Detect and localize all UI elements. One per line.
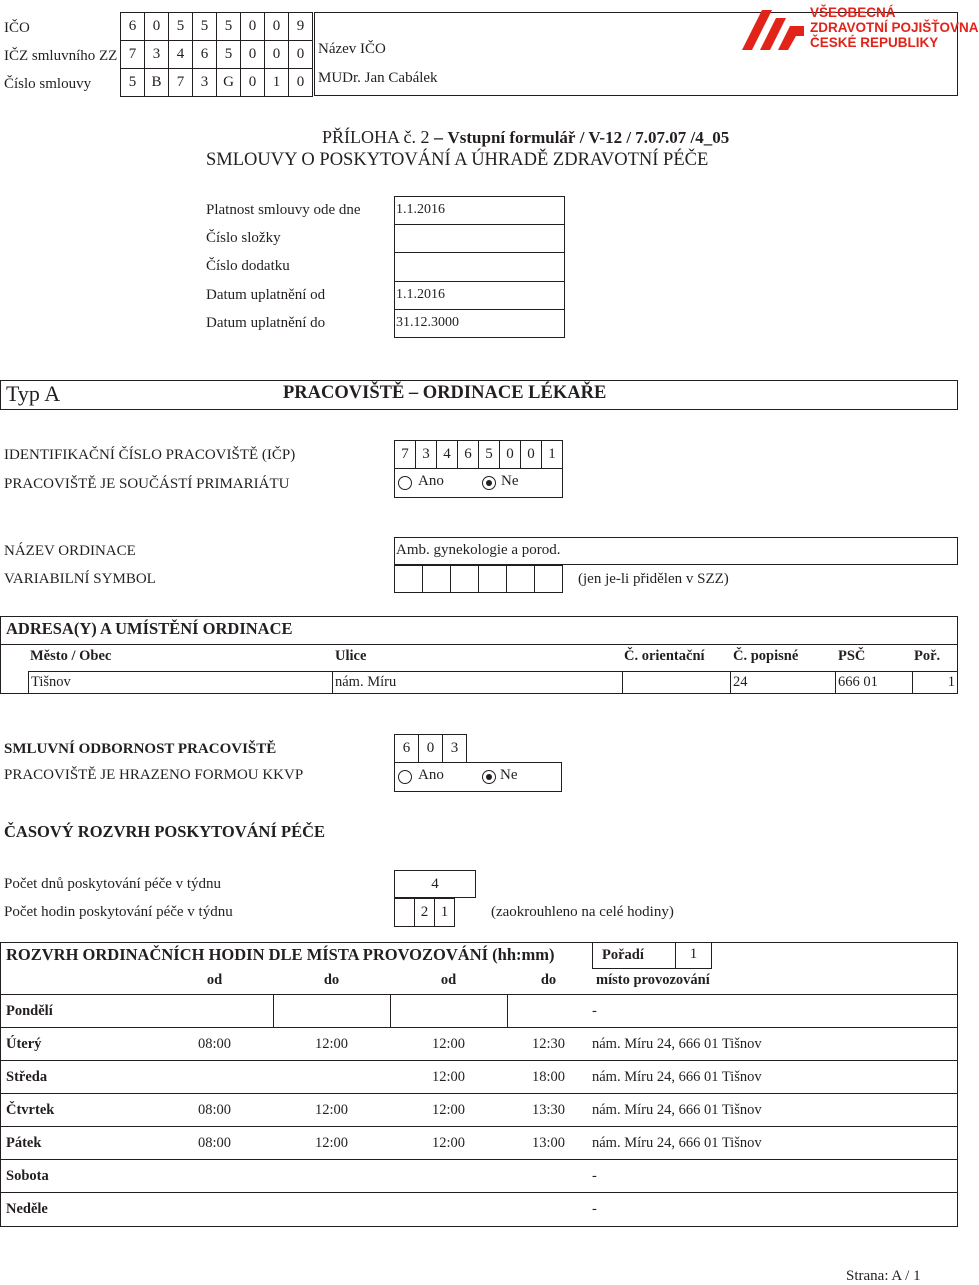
schedule-title: ROZVRH ORDINAČNÍCH HODIN DLE MÍSTA PROVOZOVÁNÍ (hh:mm) — [6, 945, 555, 964]
adresa-col-line — [28, 671, 29, 694]
schedule-day: Pondělí — [6, 1003, 53, 1019]
schedule-col-line — [390, 994, 391, 1027]
schedule-line — [0, 1192, 958, 1193]
schedule-misto: nám. Míru 24, 666 01 Tišnov — [592, 1135, 762, 1151]
schedule-misto: nám. Míru 24, 666 01 Tišnov — [592, 1102, 762, 1118]
title-line-1: PŘÍLOHA č. 2 – Vstupní formulář / V-12 / 7.07.07 /4_05 — [322, 127, 730, 147]
icp-digit-cell: 6 — [457, 440, 479, 469]
nazev-ico-value: MUDr. Jan Cabálek — [318, 70, 438, 86]
nazev-ordinace-value: Amb. gynekologie a porod. — [396, 542, 561, 558]
logo-line-3: ČESKÉ REPUBLIKY — [810, 35, 939, 50]
schedule-col-line — [507, 994, 508, 1027]
adresa-col-line — [622, 671, 623, 694]
schedule-time: 13:00 — [531, 1135, 566, 1151]
icz-digit-cell: 7 — [120, 40, 145, 69]
schedule-col-line — [273, 994, 274, 1027]
vs-cell — [478, 565, 507, 593]
kkvp-ne-label: Ne — [500, 767, 518, 783]
adresa-cell: 24 — [733, 674, 748, 690]
schedule-header: místo provozování — [596, 972, 710, 988]
schedule-misto: - — [592, 1003, 597, 1019]
logo-line-1: VŠEOBECNÁ — [810, 5, 896, 20]
ico-digit-cell: 5 — [168, 12, 193, 41]
ico-digit-cell: 0 — [264, 12, 289, 41]
icp-digit-cell: 0 — [499, 440, 521, 469]
schedule-line — [0, 994, 958, 995]
ico-digit-cell: 6 — [120, 12, 145, 41]
nazev-ico-label: Název IČO — [318, 41, 386, 57]
schedule-time: 12:00 — [431, 1069, 466, 1085]
ico-digit-cell: 5 — [192, 12, 217, 41]
schedule-time: 12:00 — [431, 1036, 466, 1052]
schedule-line — [0, 1027, 958, 1028]
vs-cell — [506, 565, 535, 593]
smlouva-digit-cell: G — [216, 68, 241, 97]
schedule-line — [0, 1060, 958, 1061]
pocet-dnu-value: 4 — [431, 876, 439, 892]
schedule-line — [0, 1093, 958, 1094]
schedule-misto: - — [592, 1201, 597, 1217]
adresa-header: Město / Obec — [30, 648, 112, 664]
hodiny-cell — [394, 898, 415, 927]
hodiny-cell: 2 — [414, 898, 435, 927]
vs-cell — [450, 565, 479, 593]
smlouva-digit-cell: 0 — [240, 68, 265, 97]
nazev-ordinace-label: NÁZEV ORDINACE — [4, 543, 136, 559]
schedule-day: Čtvrtek — [6, 1102, 55, 1118]
schedule-time: 12:30 — [531, 1036, 566, 1052]
adresa-cell: nám. Míru — [335, 674, 397, 690]
odbornost-digit-cell: 6 — [394, 734, 419, 763]
kkvp-label: PRACOVIŠTĚ JE HRAZENO FORMOU KKVP — [4, 767, 304, 783]
schedule-time: 12:00 — [314, 1036, 349, 1052]
adresa-header: PSČ — [838, 648, 866, 664]
schedule-time: 08:00 — [197, 1036, 232, 1052]
vs-cell — [394, 565, 423, 593]
schedule-misto: - — [592, 1168, 597, 1184]
adresa-col-line — [835, 671, 836, 694]
ico-digit-cell: 0 — [144, 12, 169, 41]
icp-digit-cell: 7 — [394, 440, 416, 469]
hodiny-cell: 1 — [434, 898, 455, 927]
validity-label: Datum uplatnění od — [206, 287, 326, 303]
smlouva-digit-cell: 5 — [120, 68, 145, 97]
odbornost-digit-cell: 0 — [418, 734, 443, 763]
schedule-header: do — [540, 972, 557, 988]
icz-digit-cell: 4 — [168, 40, 193, 69]
icz-digit-cell: 3 — [144, 40, 169, 69]
typ-title: PRACOVIŠTĚ – ORDINACE LÉKAŘE — [283, 383, 607, 403]
primariat-ne-radio[interactable] — [482, 476, 496, 490]
validity-box — [394, 196, 565, 338]
poradi-value: 1 — [689, 946, 698, 962]
icp-label: IDENTIFIKAČNÍ ČÍSLO PRACOVIŠTĚ (IČP) — [4, 447, 296, 463]
smlouva-digit-cell: B — [144, 68, 169, 97]
smlouva-digit-cell: 0 — [288, 68, 313, 97]
schedule-header: od — [206, 972, 223, 988]
vs-note: (jen je-li přidělen v SZZ) — [578, 571, 729, 587]
rozvrh-title: ČASOVÝ ROZVRH POSKYTOVÁNÍ PÉČE — [4, 822, 326, 841]
icp-digit-cell: 1 — [541, 440, 563, 469]
odbornost-digit-cell: 3 — [442, 734, 467, 763]
schedule-day: Úterý — [6, 1036, 42, 1052]
vs-cell — [534, 565, 563, 593]
pocet-hodin-note: (zaokrouhleno na celé hodiny) — [491, 904, 674, 920]
poradi-label: Pořadí — [602, 947, 644, 963]
vzp-logo-icon — [740, 6, 806, 52]
adresa-header: Č. orientační — [624, 648, 705, 664]
adresa-row-line — [28, 671, 958, 672]
adresa-header: Poř. — [914, 648, 941, 664]
adresa-title: ADRESA(Y) A UMÍSTĚNÍ ORDINACE — [6, 619, 293, 638]
validity-label: Číslo složky — [206, 230, 281, 246]
validity-label: Datum uplatnění do — [206, 315, 326, 331]
schedule-time: 08:00 — [197, 1135, 232, 1151]
schedule-time: 13:30 — [531, 1102, 566, 1118]
smlouva-digit-cell: 3 — [192, 68, 217, 97]
icp-digit-cell: 5 — [478, 440, 500, 469]
schedule-day: Sobota — [6, 1168, 49, 1184]
adresa-cell: 666 01 — [838, 674, 878, 690]
primariat-ne-label: Ne — [501, 473, 519, 489]
pocet-hodin-label: Počet hodin poskytování péče v týdnu — [4, 904, 233, 920]
adresa-header: Č. popisné — [733, 648, 799, 664]
schedule-line — [0, 1159, 958, 1160]
schedule-time: 12:00 — [314, 1135, 349, 1151]
ico-label: IČO — [4, 20, 30, 36]
smlouva-digit-cell: 1 — [264, 68, 289, 97]
pocet-dnu-label: Počet dnů poskytování péče v týdnu — [4, 876, 222, 892]
typ-label: Typ A — [6, 381, 61, 406]
validity-label: Platnost smlouvy ode dne — [206, 202, 361, 218]
ico-digit-cell: 5 — [216, 12, 241, 41]
schedule-day: Pátek — [6, 1135, 42, 1151]
primariat-label: PRACOVIŠTĚ JE SOUČÁSTÍ PRIMARIÁTU — [4, 476, 290, 492]
validity-label: Číslo dodatku — [206, 258, 290, 274]
kkvp-ano-radio[interactable] — [398, 770, 412, 784]
icz-digit-cell: 0 — [264, 40, 289, 69]
ico-digit-cell: 9 — [288, 12, 313, 41]
icz-label: IČZ smluvního ZZ — [4, 48, 118, 64]
primariat-ano-radio[interactable] — [398, 476, 412, 490]
schedule-time: 08:00 — [197, 1102, 232, 1118]
validity-value: 1.1.2016 — [396, 287, 445, 302]
icz-digit-cell: 5 — [216, 40, 241, 69]
vs-label: VARIABILNÍ SYMBOL — [4, 571, 156, 587]
validity-value: 31.12.3000 — [396, 315, 459, 330]
schedule-header: od — [440, 972, 457, 988]
schedule-time: 12:00 — [431, 1135, 466, 1151]
schedule-misto: nám. Míru 24, 666 01 Tišnov — [592, 1036, 762, 1052]
adresa-col-line — [332, 671, 333, 694]
adresa-cell: Tišnov — [31, 674, 71, 690]
icz-digit-cell: 0 — [288, 40, 313, 69]
ico-digit-cell: 0 — [240, 12, 265, 41]
title-line-2: SMLOUVY O POSKYTOVÁNÍ A ÚHRADĚ ZDRAVOTNÍ PÉČE — [206, 150, 709, 170]
schedule-day: Středa — [6, 1069, 48, 1085]
validity-value: 1.1.2016 — [396, 202, 445, 217]
schedule-time: 12:00 — [314, 1102, 349, 1118]
schedule-line — [0, 1126, 958, 1127]
smlouva-digit-cell: 7 — [168, 68, 193, 97]
adresa-header: Ulice — [335, 648, 367, 664]
icp-digit-cell: 3 — [415, 440, 437, 469]
schedule-header: do — [323, 972, 340, 988]
icz-digit-cell: 6 — [192, 40, 217, 69]
adresa-col-line — [730, 671, 731, 694]
schedule-time: 12:00 — [431, 1102, 466, 1118]
page-number: Strana: A / 1 — [846, 1268, 921, 1284]
cislo-smlouvy-label: Číslo smlouvy — [4, 76, 92, 92]
adresa-cell: 1 — [947, 674, 955, 690]
icp-digit-cell: 0 — [520, 440, 542, 469]
odbornost-label: SMLUVNÍ ODBORNOST PRACOVIŠTĚ — [4, 741, 277, 757]
icz-digit-cell: 0 — [240, 40, 265, 69]
kkvp-ne-radio[interactable] — [482, 770, 496, 784]
schedule-day: Neděle — [6, 1201, 48, 1217]
icp-digit-cell: 4 — [436, 440, 458, 469]
primariat-ano-label: Ano — [418, 473, 444, 489]
schedule-time: 18:00 — [531, 1069, 566, 1085]
kkvp-ano-label: Ano — [418, 767, 444, 783]
logo-line-2: ZDRAVOTNÍ POJIŠŤOVNA — [810, 20, 979, 35]
vs-cell — [422, 565, 451, 593]
schedule-misto: nám. Míru 24, 666 01 Tišnov — [592, 1069, 762, 1085]
